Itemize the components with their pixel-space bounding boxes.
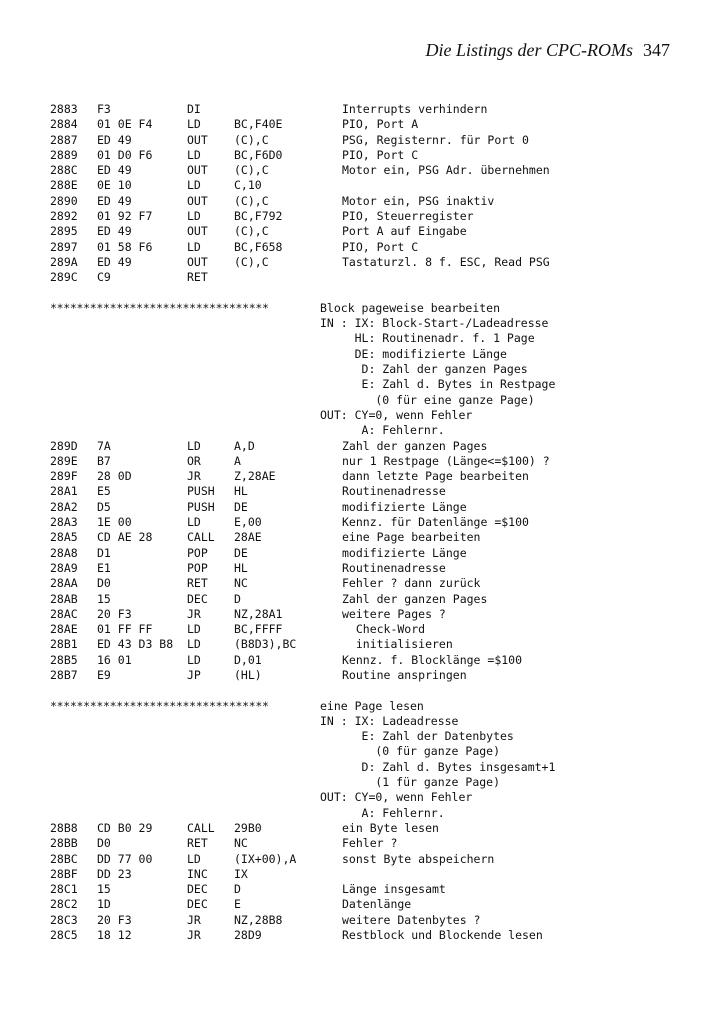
address: 2889 [50, 147, 78, 162]
mnemonic: JR [187, 606, 201, 621]
operand: NC [234, 576, 248, 591]
hex-bytes: B7 [97, 453, 111, 468]
mnemonic: LD [187, 652, 201, 667]
comment-spacer [50, 316, 320, 331]
operand [234, 270, 342, 285]
comment-line [50, 806, 710, 821]
operand: A [234, 453, 241, 468]
mnemonic: LD [187, 147, 201, 162]
hex-bytes: 20 F3 [97, 912, 132, 927]
hex-bytes: 01 FF FF [97, 622, 153, 637]
operand: BC,F40E [234, 117, 283, 132]
address: 28B8 [50, 820, 78, 835]
code-line [50, 836, 710, 851]
comment: Check-Word [342, 622, 426, 637]
hex-bytes: 01 58 F6 [97, 239, 153, 254]
comment: PSG, Registernr. für Port 0 [342, 132, 529, 147]
code-line [50, 561, 710, 576]
mnemonic: OUT [187, 163, 208, 178]
operand: D [234, 591, 241, 606]
comment-spacer [50, 790, 320, 805]
mnemonic: OUT [187, 193, 208, 208]
operand: HL [234, 560, 248, 575]
operand: D,01 [234, 652, 262, 667]
page-header [0, 40, 670, 61]
mnemonic: LD [187, 117, 201, 132]
hex-bytes: ED 49 [97, 163, 132, 178]
address: 28A8 [50, 545, 78, 560]
comment: Kennz. f. Blocklänge =$100 [342, 652, 523, 667]
mnemonic: INC [187, 866, 208, 881]
comment-spacer [50, 408, 320, 423]
operand: Z,28AE [234, 469, 276, 484]
operand: DE [234, 545, 248, 560]
operand: NZ,28A1 [234, 606, 283, 621]
address: 28AC [50, 606, 78, 621]
comment-line [50, 377, 710, 392]
operand: 29B0 [234, 820, 262, 835]
operand: 28D9 [234, 928, 262, 943]
address: 28A9 [50, 560, 78, 575]
address: 28BB [50, 836, 78, 851]
comment: dann letzte Page bearbeiten [342, 469, 529, 484]
comment: modifizierte Länge [342, 545, 467, 560]
comment: (1 für ganze Page) [320, 775, 501, 790]
comment: modifizierte Länge [342, 499, 467, 514]
code-line [50, 913, 710, 928]
mnemonic: LD [187, 209, 201, 224]
hex-bytes: E1 [97, 560, 111, 575]
comment-spacer [50, 362, 320, 377]
code-line [50, 852, 710, 867]
hex-bytes: ED 49 [97, 132, 132, 147]
code-line [50, 454, 710, 469]
comment-spacer [50, 806, 320, 821]
comment: Motor ein, PSG Adr. übernehmen [342, 163, 550, 178]
comment: Routine anspringen [342, 667, 467, 682]
mnemonic: LD [187, 515, 201, 530]
comment-spacer [50, 714, 320, 729]
hex-bytes: 15 [97, 882, 111, 897]
operand: E [234, 897, 241, 912]
address: 28A2 [50, 499, 78, 514]
hex-bytes: 28 0D [97, 469, 132, 484]
hex-bytes: D0 [97, 836, 111, 851]
hex-bytes: DD 23 [97, 866, 132, 881]
hex-bytes: CD AE 28 [97, 530, 153, 545]
operand: HL [234, 484, 248, 499]
code-line [50, 637, 710, 652]
comment: PIO, Port A [342, 117, 419, 132]
comment: Datenlänge [342, 897, 412, 912]
comment: Zahl der ganzen Pages [342, 591, 488, 606]
address: 28C3 [50, 912, 78, 927]
comment: OUT: CY=0, wenn Fehler [320, 407, 473, 422]
hex-bytes: 1E 00 [97, 515, 132, 530]
comment: Länge insgesamt [342, 882, 446, 897]
code-line [50, 178, 710, 193]
comment: D: Zahl d. Bytes insgesamt+1 [320, 759, 556, 774]
hex-bytes: 0E 10 [97, 178, 132, 193]
comment: eine Page bearbeiten [342, 530, 481, 545]
mnemonic: PUSH [187, 499, 215, 514]
code-line [50, 576, 710, 591]
address: 289E [50, 453, 78, 468]
address: 28C2 [50, 897, 78, 912]
code-line [50, 653, 710, 668]
address: 2897 [50, 239, 78, 254]
section-title: Block pageweise bearbeiten [320, 300, 501, 315]
comment: OUT: CY=0, wenn Fehler [320, 790, 473, 805]
hex-bytes: E9 [97, 667, 111, 682]
comment: E: Zahl der Datenbytes [320, 729, 514, 744]
operand: C,10 [234, 178, 262, 193]
hex-bytes: E5 [97, 484, 111, 499]
comment-line [50, 331, 710, 346]
hex-bytes: D0 [97, 576, 111, 591]
hex-bytes: ED 43 D3 B8 [97, 637, 174, 652]
comment-spacer [50, 331, 320, 346]
hex-bytes: D5 [97, 499, 111, 514]
mnemonic: DI [187, 102, 201, 116]
code-line [50, 821, 710, 836]
mnemonic: RET [187, 836, 208, 851]
address: 289C [50, 270, 78, 285]
mnemonic: CALL [187, 820, 215, 835]
operand: A,D [234, 438, 255, 453]
code-line [50, 209, 710, 224]
code-line [50, 530, 710, 545]
code-line [50, 133, 710, 148]
comment-line [50, 790, 710, 805]
hex-bytes: C9 [97, 270, 111, 285]
comment-line [50, 393, 710, 408]
hex-bytes: 7A [97, 438, 111, 453]
mnemonic: DEC [187, 882, 208, 897]
address: 2884 [50, 117, 78, 132]
operand: DE [234, 499, 248, 514]
address: 289D [50, 438, 78, 453]
operand: (IX+00),A [234, 851, 297, 866]
code-line [50, 607, 710, 622]
separator-stars: ********************************* [50, 698, 269, 713]
mnemonic: JR [187, 928, 201, 943]
code-line [50, 897, 710, 912]
blank-line [50, 286, 710, 301]
mnemonic: DEC [187, 897, 208, 912]
address: 28A3 [50, 515, 78, 530]
operand: 28AE [234, 530, 262, 545]
mnemonic: JP [187, 667, 201, 682]
comment: Zahl der ganzen Pages [342, 438, 488, 453]
comment-spacer [50, 775, 320, 790]
comment: DE: modifizierte Länge [320, 346, 507, 361]
code-line [50, 592, 710, 607]
operand: NZ,28B8 [234, 912, 283, 927]
section-header-line [50, 699, 710, 714]
comment: (0 für eine ganze Page) [320, 392, 535, 407]
hex-bytes: 01 0E F4 [97, 117, 153, 132]
operand: NC [234, 836, 248, 851]
code-line [50, 163, 710, 178]
comment: PIO, Steuerregister [342, 209, 474, 224]
blank-line [50, 683, 710, 698]
comment: Restblock und Blockende lesen [342, 928, 543, 943]
address: 28AB [50, 591, 78, 606]
mnemonic: OR [187, 453, 201, 468]
code-line [50, 102, 710, 117]
mnemonic: OUT [187, 132, 208, 147]
code-line [50, 867, 710, 882]
operand: (C),C [234, 254, 269, 269]
operand: BC,F658 [234, 239, 283, 254]
operand: (B8D3),BC [234, 637, 297, 652]
comment: Kennz. für Datenlänge =$100 [342, 515, 529, 530]
mnemonic: POP [187, 545, 208, 560]
address: 289F [50, 469, 78, 484]
code-line [50, 439, 710, 454]
hex-bytes: 16 01 [97, 652, 132, 667]
operand: (C),C [234, 193, 269, 208]
comment-line [50, 408, 710, 423]
comment: D: Zahl der ganzen Pages [320, 362, 528, 377]
code-line [50, 546, 710, 561]
address: 28B1 [50, 637, 78, 652]
mnemonic: JR [187, 469, 201, 484]
code-line [50, 255, 710, 270]
address: 2887 [50, 132, 78, 147]
operand: BC,FFFF [234, 622, 283, 637]
code-line [50, 240, 710, 255]
code-line [50, 484, 710, 499]
comment: Routinenadresse [342, 484, 446, 499]
address: 2892 [50, 209, 78, 224]
comment: HL: Routinenadr. f. 1 Page [320, 331, 535, 346]
comment: ein Byte lesen [342, 820, 439, 835]
code-line [50, 882, 710, 897]
comment: PIO, Port C [342, 147, 419, 162]
code-line [50, 148, 710, 163]
code-line [50, 224, 710, 239]
comment-line [50, 423, 710, 438]
address: 28BF [50, 866, 78, 881]
operand: BC,F792 [234, 209, 283, 224]
operand: (C),C [234, 132, 269, 147]
comment-line [50, 775, 710, 790]
address: 28A5 [50, 530, 78, 545]
address: 28A1 [50, 484, 78, 499]
address: 2890 [50, 193, 78, 208]
comment: Port A auf Eingabe [342, 224, 467, 239]
comment-spacer [50, 347, 320, 362]
address: 28C5 [50, 928, 78, 943]
comment: Interrupts verhindern [342, 102, 488, 116]
comment: A: Fehlernr. [320, 423, 445, 438]
comment-spacer [50, 377, 320, 392]
code-line [50, 500, 710, 515]
operand: BC,F6D0 [234, 147, 283, 162]
mnemonic: POP [187, 560, 208, 575]
address: 288E [50, 178, 78, 193]
mnemonic: RET [187, 270, 208, 285]
hex-bytes: ED 49 [97, 224, 132, 239]
comment: (0 für ganze Page) [320, 744, 501, 759]
section-header-line [50, 301, 710, 316]
separator-stars: ********************************* [50, 300, 269, 315]
comment: IN : IX: Block-Start-/Ladeadresse [320, 316, 549, 331]
hex-bytes: ED 49 [97, 193, 132, 208]
comment-spacer [50, 393, 320, 408]
code-line [50, 270, 710, 285]
comment-line [50, 760, 710, 775]
assembly-listing [50, 102, 710, 943]
mnemonic: OUT [187, 254, 208, 269]
comment-spacer [50, 744, 320, 759]
comment: nur 1 Restpage (Länge<=$100) ? [342, 453, 550, 468]
address: 28B5 [50, 652, 78, 667]
hex-bytes: DD 77 00 [97, 851, 153, 866]
comment: Fehler ? [342, 836, 398, 851]
comment-line [50, 362, 710, 377]
mnemonic: DEC [187, 591, 208, 606]
comment-line [50, 729, 710, 744]
mnemonic: LD [187, 178, 201, 193]
code-line [50, 928, 710, 943]
address: 28C1 [50, 882, 78, 897]
comment: Motor ein, PSG inaktiv [342, 193, 495, 208]
comment: A: Fehlernr. [320, 805, 445, 820]
code-line [50, 515, 710, 530]
hex-bytes: CD B0 29 [97, 820, 153, 835]
mnemonic: LD [187, 239, 201, 254]
operand [234, 102, 342, 117]
code-line [50, 622, 710, 637]
hex-bytes: F3 [97, 102, 111, 116]
comment-line [50, 316, 710, 331]
operand: (HL) [234, 667, 262, 682]
code-line [50, 469, 710, 484]
comment-spacer [50, 729, 320, 744]
operand: E,00 [234, 515, 262, 530]
address: 28AE [50, 622, 78, 637]
mnemonic: JR [187, 912, 201, 927]
operand: D [234, 882, 241, 897]
code-line [50, 668, 710, 683]
comment-line [50, 347, 710, 362]
code-line [50, 194, 710, 209]
operand: (C),C [234, 224, 269, 239]
comment: E: Zahl d. Bytes in Restpage [320, 377, 556, 392]
mnemonic: RET [187, 576, 208, 591]
comment-spacer [50, 423, 320, 438]
hex-bytes: ED 49 [97, 254, 132, 269]
mnemonic: LD [187, 851, 201, 866]
hex-bytes: 01 92 F7 [97, 209, 153, 224]
operand: (C),C [234, 163, 269, 178]
comment: sonst Byte abspeichern [342, 851, 495, 866]
comment: initialisieren [342, 637, 453, 652]
comment: weitere Pages ? [342, 606, 446, 621]
hex-bytes: 18 12 [97, 928, 132, 943]
page-title: Die Listings der CPC-ROMs [425, 40, 633, 60]
address: 289A [50, 254, 78, 269]
address: 28BC [50, 851, 78, 866]
comment-spacer [50, 760, 320, 775]
mnemonic: LD [187, 637, 201, 652]
mnemonic: LD [187, 438, 201, 453]
address: 2895 [50, 224, 78, 239]
hex-bytes: D1 [97, 545, 111, 560]
comment: weitere Datenbytes ? [342, 912, 481, 927]
mnemonic: PUSH [187, 484, 215, 499]
address: 288C [50, 163, 78, 178]
mnemonic: LD [187, 622, 201, 637]
address: 28AA [50, 576, 78, 591]
section-title: eine Page lesen [320, 698, 424, 713]
comment: Fehler ? dann zurück [342, 576, 481, 591]
code-line [50, 117, 710, 132]
comment-line [50, 744, 710, 759]
hex-bytes: 01 D0 F6 [97, 147, 153, 162]
mnemonic: CALL [187, 530, 215, 545]
comment: Tastaturzl. 8 f. ESC, Read PSG [342, 254, 550, 269]
operand: IX [234, 866, 248, 881]
comment: IN : IX: Ladeadresse [320, 713, 459, 728]
address: 2883 [50, 102, 78, 116]
hex-bytes: 15 [97, 591, 111, 606]
comment: Routinenadresse [342, 560, 446, 575]
hex-bytes: 20 F3 [97, 606, 132, 621]
mnemonic: OUT [187, 224, 208, 239]
address: 28B7 [50, 667, 78, 682]
hex-bytes: 1D [97, 897, 111, 912]
comment: PIO, Port C [342, 239, 419, 254]
comment-line [50, 714, 710, 729]
page-number: 347 [643, 40, 670, 60]
